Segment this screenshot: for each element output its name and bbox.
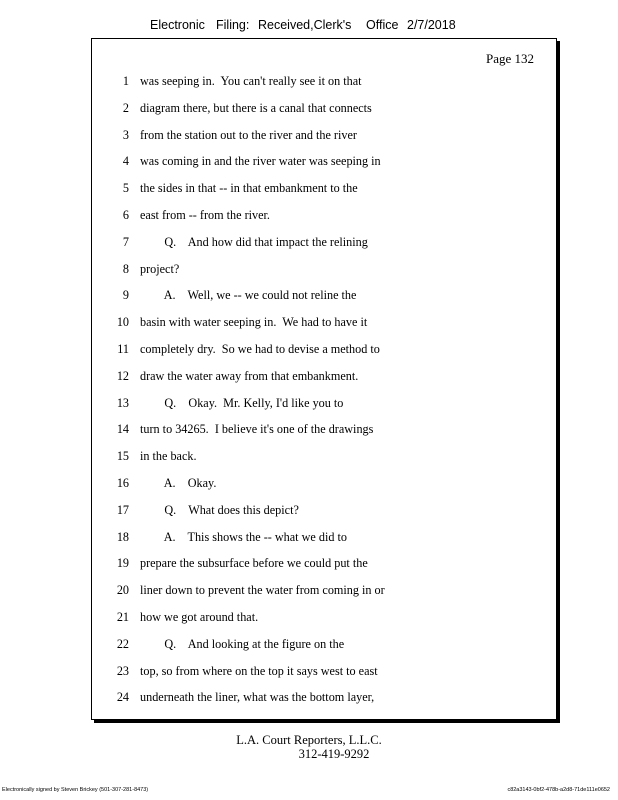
header-filing: Filing: (216, 18, 250, 32)
line-text: Q. And how did that impact the relining (140, 234, 368, 249)
line-number: 5 (122, 181, 129, 196)
line-text: prepare the subsurface before we could put the (140, 556, 368, 571)
line-number: 4 (122, 154, 129, 169)
line-number: 7 (122, 234, 129, 249)
line-number: 24 (116, 690, 129, 705)
page-number: Page 132 (485, 51, 534, 66)
line-text: in the back. (140, 449, 197, 464)
line-number: 3 (122, 127, 129, 142)
header-received: Received,Clerk's (258, 18, 352, 32)
line-text: top, so from where on the top it says west to east (140, 663, 378, 678)
line-text: draw the water away from that embankment. (140, 368, 359, 383)
line-text: east from -- from the river. (140, 208, 270, 222)
line-text: was seeping in. You can't really see it on that (140, 74, 362, 88)
line-number: 22 (116, 636, 129, 651)
line-text: project? (140, 261, 180, 276)
line-text: was coming in and the river water was seeping in (140, 154, 381, 169)
line-number: 17 (116, 502, 129, 517)
header-electronic: Electronic (150, 18, 205, 32)
line-text: Q. And looking at the figure on the (140, 636, 345, 651)
line-number: 21 (116, 610, 129, 624)
line-number: 9 (122, 288, 129, 303)
line-number: 15 (116, 449, 129, 464)
filing-header (0, 18, 618, 38)
line-text: A. Well, we -- we could not reline the (140, 288, 357, 303)
line-text: diagram there, but there is a canal that connects (140, 100, 372, 115)
reporter-phone: 312-419-9292 (298, 747, 370, 761)
line-text: completely dry. So we had to devise a method to (140, 342, 380, 356)
line-number: 16 (116, 476, 129, 490)
line-text: A. This shows the -- what we did to (140, 529, 347, 544)
line-number: 6 (122, 208, 129, 222)
line-number: 2 (122, 100, 129, 115)
document-hash: c82a3143-0bf2-478b-a2d8-71de111e0652 (507, 787, 610, 793)
line-number: 14 (116, 422, 129, 437)
line-number: 20 (116, 583, 129, 598)
line-number: 12 (116, 368, 129, 383)
line-number: 23 (116, 663, 129, 678)
line-text: liner down to prevent the water from coming in or (140, 583, 385, 598)
electronic-signature: Electronically signed by Steven Brickey (501-307-281-8473) (2, 787, 149, 793)
line-text: Q. Okay. Mr. Kelly, I'd like you to (140, 395, 344, 410)
line-text: basin with water seeping in. We had to have it (140, 315, 368, 330)
line-text: the sides in that -- in that embankment to the (140, 181, 358, 196)
footer (0, 733, 618, 761)
reporter-company: L.A. Court Reporters, L.L.C. (236, 733, 382, 747)
line-number: 1 (122, 74, 129, 88)
line-number: 10 (116, 315, 129, 330)
line-text: A. Okay. (140, 476, 217, 490)
line-text: turn to 34265. I believe it's one of the drawings (140, 422, 374, 437)
line-text: from the station out to the river and the river (140, 127, 357, 142)
line-number: 13 (116, 395, 129, 410)
line-number: 11 (117, 342, 129, 356)
transcript-page (91, 38, 557, 720)
line-number: 8 (122, 261, 129, 276)
header-date: 2/7/2018 (407, 18, 456, 32)
line-text: underneath the liner, what was the bottom layer, (140, 690, 375, 705)
line-number: 18 (116, 529, 129, 544)
line-text: Q. What does this depict? (140, 502, 299, 517)
line-number: 19 (116, 556, 129, 571)
header-office: Office (366, 18, 399, 32)
line-text: how we got around that. (140, 610, 259, 624)
